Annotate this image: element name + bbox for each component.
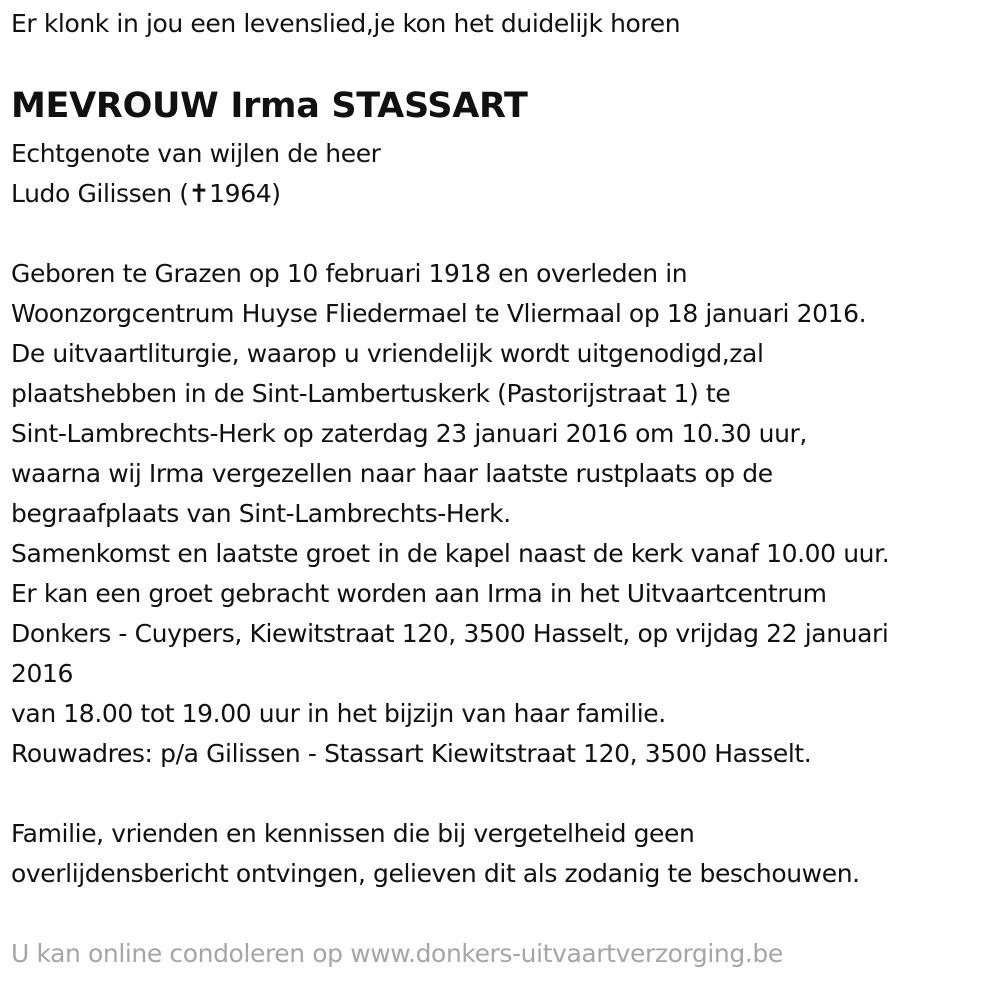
detail-line: begraafplaats van Sint-Lambrechts-Herk. (11, 499, 511, 528)
opening-verse: Er klonk in jou een levenslied,je kon het duidelijk horen (11, 9, 681, 38)
detail-line: plaatshebben in de Sint-Lambertuskerk (Pastorijstraat 1) te (11, 379, 731, 408)
family-line: overlijdensbericht ontvingen, gelieven dit als zodanig te beschouwen. (11, 859, 860, 888)
online-condolence-note: U kan online condoleren op www.donkers-uitvaartverzorging.be (11, 939, 783, 968)
spouse-line: Ludo Gilissen (✝1964) (11, 179, 281, 208)
detail-line: De uitvaartliturgie, waarop u vriendelijk wordt uitgenodigd,zal (11, 339, 764, 368)
deceased-name: MEVROUW Irma STASSART (11, 86, 528, 126)
detail-line: Rouwadres: p/a Gilissen - Stassart Kiewitstraat 120, 3500 Hasselt. (11, 739, 812, 768)
detail-line: waarna wij Irma vergezellen naar haar laatste rustplaats op de (11, 459, 773, 488)
detail-line: Donkers - Cuypers, Kiewitstraat 120, 3500 Hasselt, op vrijdag 22 januari (11, 619, 889, 648)
family-note (11, 814, 860, 894)
detail-line: Er kan een groet gebracht worden aan Irma in het Uitvaartcentrum (11, 579, 827, 608)
detail-line: 2016 (11, 659, 74, 688)
detail-line: Woonzorgcentrum Huyse Fliedermael te Vliermaal op 18 januari 2016. (11, 299, 867, 328)
spouse-info (11, 134, 381, 214)
detail-line: Geboren te Grazen op 10 februari 1918 en overleden in (11, 259, 688, 288)
funeral-details (11, 254, 889, 774)
spouse-line: Echtgenote van wijlen de heer (11, 139, 381, 168)
detail-line: Sint-Lambrechts-Herk op zaterdag 23 januari 2016 om 10.30 uur, (11, 419, 807, 448)
detail-line: van 18.00 tot 19.00 uur in het bijzijn van haar familie. (11, 699, 666, 728)
detail-line: Samenkomst en laatste groet in de kapel naast de kerk vanaf 10.00 uur. (11, 539, 890, 568)
family-line: Familie, vrienden en kennissen die bij vergetelheid geen (11, 819, 695, 848)
